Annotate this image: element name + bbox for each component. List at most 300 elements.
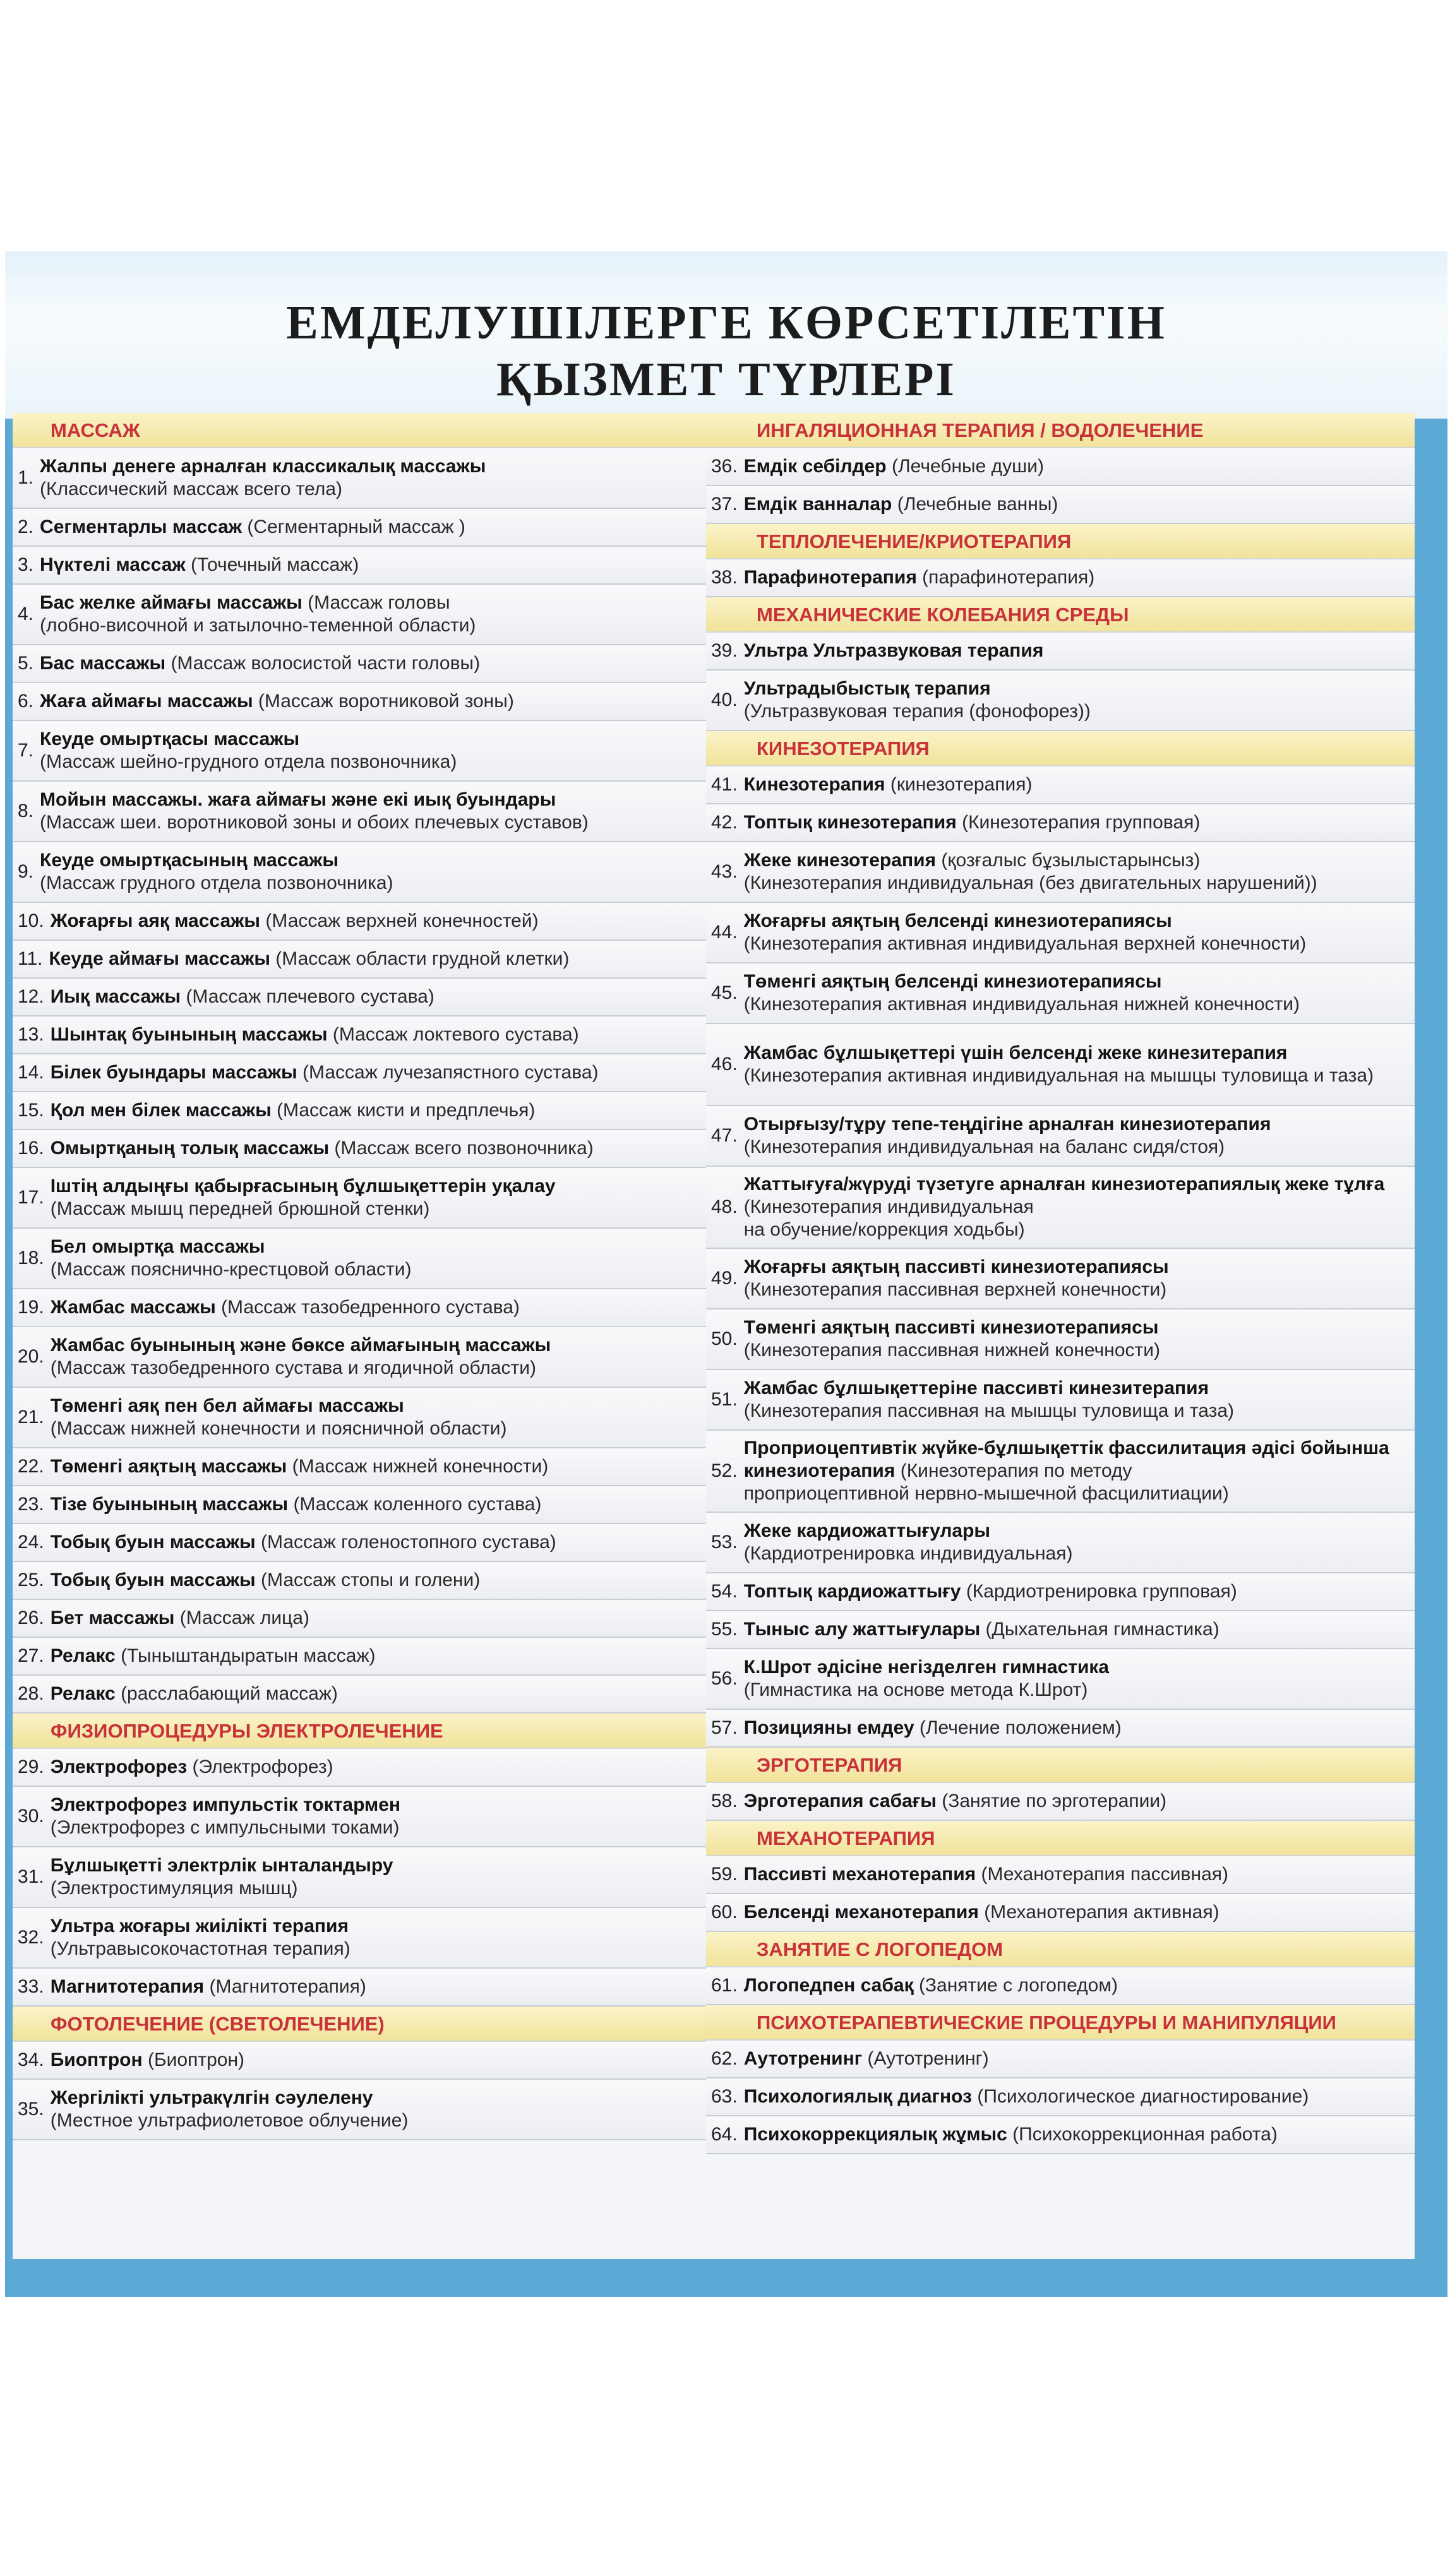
- service-title-kz: Аутотренинг: [743, 2048, 863, 2069]
- section-header: ЗАНЯТИЕ С ЛОГОПЕДОМ: [706, 1932, 1415, 1967]
- service-title-kz: Іштің алдыңғы қабырғасының бұлшықеттерін уқалау: [50, 1176, 556, 1196]
- service-text: [51, 986, 434, 1008]
- service-title-ru: (Массаж всего позвоночника): [334, 1138, 594, 1159]
- service-title-kz: Отырғызу/тұру тепе-теңдігіне арналған кинезиотерапия: [743, 1114, 1271, 1135]
- service-text: [51, 1915, 351, 1960]
- section-header: МЕХАНИЧЕСКИЕ КОЛЕБАНИЯ СРЕДЫ: [706, 597, 1415, 633]
- service-text: [51, 2049, 244, 2072]
- service-title-kz: Төменгі аяқтың пассивті кинезиотерапиясы: [743, 1317, 1159, 1338]
- service-number: 4.: [18, 604, 34, 624]
- service-title-kz: Биоптрон: [50, 2049, 143, 2070]
- service-title-kz: Жаттығуға/жүруді түзетуге арналған кинезиотерапиялық жеке тұлға: [743, 1174, 1385, 1195]
- service-number: 52.: [711, 1460, 738, 1481]
- service-title-ru: (Кардиотренировка групповая): [966, 1581, 1237, 1602]
- service-number: 20.: [18, 1346, 44, 1367]
- service-number: 8.: [18, 801, 34, 821]
- service-number: 32.: [18, 1927, 44, 1948]
- service-subtitle-ru: (лобно-височной и затылочно-теменной области): [40, 615, 476, 636]
- service-number: 16.: [18, 1138, 44, 1159]
- service-title-ru: (Занятие с логопедом): [918, 1975, 1118, 1996]
- service-number: 5.: [18, 653, 34, 674]
- service-text: [51, 1061, 599, 1084]
- service-text: [744, 677, 1091, 723]
- service-title-ru: (Тыныштандыратын массаж): [121, 1645, 376, 1666]
- section-header: ТЕПЛОЛЕЧЕНИЕ/КРИОТЕРАПИЯ: [706, 524, 1415, 559]
- service-title-ru: (Массаж стопы и голени): [261, 1570, 481, 1590]
- service-subtitle-ru: (Массаж грудного отдела позвоночника): [40, 873, 393, 893]
- service-text: [744, 2048, 989, 2070]
- service-subtitle-ru: (Классический массаж всего тела): [40, 479, 342, 499]
- service-item: [706, 1611, 1415, 1649]
- service-text: [40, 849, 393, 895]
- service-number: 42.: [711, 812, 738, 833]
- service-number: 3.: [18, 554, 34, 575]
- service-text: [51, 1607, 309, 1630]
- service-number: 31.: [18, 1866, 44, 1887]
- service-item: [13, 1229, 723, 1289]
- service-text: [744, 849, 1317, 895]
- service-title-ru: (кинезотерапия): [890, 774, 1033, 795]
- service-item: [13, 1638, 723, 1676]
- service-title-ru: (парафинотерапия): [922, 567, 1095, 588]
- service-number: 19.: [18, 1297, 44, 1318]
- service-text: [51, 1683, 338, 1705]
- service-subtitle-ru: (Массаж пояснично-крестцовой области): [50, 1259, 412, 1280]
- service-item: [13, 1092, 723, 1130]
- service-item: [706, 1167, 1415, 1249]
- service-number: 14.: [18, 1062, 44, 1083]
- service-title-kz: Шынтақ буынының массажы: [50, 1024, 328, 1045]
- service-item: [706, 671, 1415, 731]
- service-title-kz: Релакс: [50, 1645, 116, 1666]
- service-text: [744, 2123, 1278, 2146]
- service-title-kz: Жаға аймағы массажы: [40, 691, 253, 712]
- service-title-kz: Эрготерапия сабағы: [743, 1791, 937, 1811]
- service-item: [13, 1017, 723, 1054]
- title-panel: [5, 251, 1447, 419]
- service-subtitle-ru: (Кинезотерапия пассивная на мышцы туловища и таза): [743, 1400, 1235, 1421]
- service-item: [706, 1513, 1415, 1573]
- service-item: [706, 2078, 1415, 2116]
- service-title-kz: Жамбас бұлшықеттері үшін белсенді жеке кинезитерапия: [743, 1042, 1288, 1063]
- service-text: [51, 1137, 594, 1160]
- service-number: 44.: [711, 922, 738, 943]
- section-header: ПСИХОТЕРАПЕВТИЧЕСКИЕ ПРОЦЕДУРЫ И МАНИПУЛЯЦИИ: [706, 2005, 1415, 2041]
- service-title-ru: (Механотерапия пассивная): [981, 1864, 1228, 1885]
- service-text: [744, 493, 1058, 516]
- service-title-kz: Жамбас буынының және бөксе аймағының массажы: [50, 1335, 551, 1356]
- services-column-left: [13, 413, 723, 2259]
- service-text: [40, 554, 359, 576]
- service-text: [744, 1656, 1109, 1702]
- service-title-kz: Жалпы денеге арналған классикалық массажы: [40, 456, 486, 477]
- section-header: ФИЗИОПРОЦЕДУРЫ ЭЛЕКТРОЛЕЧЕНИЕ: [13, 1714, 723, 1749]
- service-title-kz: Бет массажы: [50, 1607, 175, 1628]
- service-title-ru: (Сегментарный массаж ): [247, 516, 465, 537]
- service-title-ru: (Психокоррекционная работа): [1012, 2124, 1278, 2145]
- service-text: [40, 516, 465, 539]
- service-number: 54.: [711, 1581, 738, 1602]
- service-title-kz: Төменгі аяқтың белсенді кинезиотерапиясы: [743, 971, 1162, 992]
- service-title-kz: Білек буындары массажы: [50, 1062, 297, 1083]
- service-item: [706, 1024, 1415, 1106]
- service-subtitle-ru: (Кинезотерапия пассивная верхней конечности): [743, 1279, 1167, 1300]
- service-subtitle-ru: (Массаж тазобедренного сустава и ягодичной области): [50, 1357, 536, 1378]
- service-text: [744, 1580, 1237, 1603]
- service-number: 9.: [18, 861, 34, 882]
- service-number: 39.: [711, 640, 738, 661]
- service-item: [706, 842, 1415, 903]
- service-title-ru: (Занятие по эрготерапии): [942, 1791, 1167, 1811]
- service-text: [744, 1863, 1228, 1886]
- service-title-kz: Белсенді механотерапия: [743, 1902, 979, 1923]
- service-title-kz: Ультра Ультразвуковая терапия: [743, 640, 1044, 661]
- service-number: 22.: [18, 1456, 44, 1477]
- section-header: МЕХАНОТЕРАПИЯ: [706, 1821, 1415, 1856]
- service-number: 30.: [18, 1806, 44, 1827]
- service-item: [13, 941, 723, 979]
- service-title-ru: (Биоптрон): [147, 2049, 245, 2070]
- service-title-kz: Психологиялық диагноз: [743, 2086, 973, 2107]
- service-number: 40.: [711, 689, 738, 710]
- service-text: [744, 1717, 1122, 1739]
- service-subtitle-ru: (Кинезотерапия пассивная нижней конечности): [743, 1340, 1160, 1361]
- service-text: [40, 592, 476, 637]
- service-item: [13, 1600, 723, 1638]
- service-text: [40, 690, 514, 713]
- service-number: 51.: [711, 1389, 738, 1410]
- service-text: [51, 1756, 333, 1779]
- service-title-kz: Кеуде аймағы массажы: [49, 948, 270, 969]
- service-item: [13, 448, 723, 509]
- service-title-kz: Магнитотерапия: [50, 1976, 205, 1997]
- service-subtitle-ru: (Массаж мышц передней брюшной стенки): [50, 1198, 430, 1219]
- service-text: [51, 1334, 551, 1380]
- section-header: ЭРГОТЕРАПИЯ: [706, 1748, 1415, 1783]
- service-number: 56.: [711, 1668, 738, 1689]
- service-number: 12.: [18, 986, 44, 1007]
- service-text: [51, 1569, 481, 1592]
- service-title-kz: Емдік себілдер: [743, 456, 887, 477]
- service-text: [51, 2087, 409, 2132]
- service-number: 60.: [711, 1902, 738, 1923]
- service-title-kz: Емдік ванналар: [743, 494, 892, 515]
- service-text: [744, 1042, 1374, 1087]
- service-subtitle-ru: (Массаж нижней конечности и поясничной области): [50, 1418, 507, 1439]
- service-title-kz: Проприоцептивтік жүйке-бұлшықеттік фассилитация әдісі бойынша кинезиотерапия: [743, 1438, 1389, 1481]
- services-column-right: [706, 413, 1415, 2259]
- service-title-kz: Электрофорез: [50, 1756, 188, 1777]
- service-number: 10.: [18, 910, 44, 931]
- service-text: [51, 1236, 412, 1281]
- service-subtitle-ru: (Массаж шейно-грудного отдела позвоночника): [40, 751, 457, 772]
- service-text: [744, 1974, 1118, 1997]
- service-number: 36.: [711, 456, 738, 477]
- service-title-ru: (Массаж воротниковой зоны): [258, 691, 514, 712]
- poster-title-line-2: ҚЫЗМЕТ ТҮРЛЕРІ: [496, 353, 956, 406]
- service-item: [13, 1524, 723, 1562]
- service-title-kz: Ультра жоғары жиілікті терапия: [50, 1916, 349, 1936]
- service-number: 1.: [18, 467, 34, 488]
- service-item: [13, 547, 723, 585]
- service-title-kz: Жоғарғы аяқтың пассивті кинезиотерапиясы: [743, 1256, 1169, 1277]
- service-title-kz: Топтық кардиожаттығу: [743, 1581, 961, 1602]
- service-title-kz: Кеуде омыртқасы массажы: [40, 729, 300, 749]
- service-text: [51, 1023, 579, 1046]
- service-text: [744, 773, 1033, 796]
- service-title-kz: Жамбас бұлшықеттеріне пассивті кинезитерапия: [743, 1378, 1209, 1398]
- service-text: [51, 1395, 507, 1440]
- service-subtitle-ru: (Электростимуляция мышц): [50, 1878, 298, 1899]
- service-item: [13, 979, 723, 1017]
- service-number: 61.: [711, 1975, 738, 1996]
- service-text: [744, 811, 1201, 834]
- section-header: КИНЕЗОТЕРАПИЯ: [706, 731, 1415, 766]
- service-item: [13, 1787, 723, 1847]
- service-title-kz: Тобық буын массажы: [50, 1532, 256, 1553]
- service-subtitle-ru: (Гимнастика на основе метода К.Шрот): [743, 1679, 1088, 1700]
- service-item: [13, 721, 723, 782]
- service-item: [13, 1327, 723, 1388]
- service-title-kz: Омыртқаның толық массажы: [50, 1138, 330, 1159]
- service-title-ru: (қозғалыс бұзылыстарынсыз): [941, 850, 1201, 871]
- service-number: 58.: [711, 1791, 738, 1811]
- service-title-ru: (расслабающий массаж): [121, 1683, 338, 1704]
- service-item: [706, 766, 1415, 804]
- service-item: [706, 1431, 1415, 1513]
- service-text: [51, 1794, 400, 1839]
- service-text: [744, 1618, 1219, 1641]
- service-number: 26.: [18, 1607, 44, 1628]
- service-item: [13, 842, 723, 903]
- service-number: 49.: [711, 1268, 738, 1289]
- service-number: 13.: [18, 1024, 44, 1045]
- service-title-kz: Нүктелі массаж: [40, 554, 186, 575]
- service-text: [744, 1901, 1219, 1924]
- service-number: 33.: [18, 1976, 44, 1997]
- service-title-kz: Бел омыртқа массажы: [50, 1236, 265, 1257]
- service-text: [744, 2085, 1309, 2108]
- service-number: 55.: [711, 1619, 738, 1640]
- service-number: 45.: [711, 982, 738, 1003]
- service-text: [744, 1173, 1408, 1241]
- service-number: 29.: [18, 1756, 44, 1777]
- service-subtitle-ru: (Кинезотерапия индивидуальная на баланс сидя/стоя): [743, 1136, 1225, 1157]
- service-item: [13, 1486, 723, 1524]
- service-number: 15.: [18, 1100, 44, 1121]
- service-number: 43.: [711, 861, 738, 882]
- service-title-ru: (Массаж локтевого сустава): [332, 1024, 579, 1045]
- service-title-ru: (Массаж области грудной клетки): [275, 948, 570, 969]
- service-title-kz: Топтық кинезотерапия: [743, 812, 957, 833]
- service-title-kz: Парафинотерапия: [743, 567, 917, 588]
- service-text: [744, 1316, 1160, 1362]
- service-title-kz: Релакс: [50, 1683, 116, 1704]
- service-number: 50.: [711, 1328, 738, 1349]
- service-number: 34.: [18, 2049, 44, 2070]
- service-title-ru: (Магнитотерапия): [209, 1976, 366, 1997]
- service-number: 28.: [18, 1683, 44, 1704]
- service-text: [51, 1531, 556, 1554]
- service-item: [706, 2116, 1415, 2154]
- service-title-kz: Иық массажы: [50, 986, 181, 1007]
- service-item: [706, 963, 1415, 1024]
- service-number: 57.: [711, 1717, 738, 1738]
- service-title-ru: (Массаж лучезапястного сустава): [303, 1062, 599, 1083]
- service-title-ru: (Электрофорез): [192, 1756, 333, 1777]
- service-title-ru: (Точечный массаж): [191, 554, 359, 575]
- service-item: [706, 804, 1415, 842]
- service-title-kz: Ультрадыбыстық терапия: [743, 678, 991, 699]
- service-title-ru: (Массаж верхней конечностей): [265, 910, 539, 931]
- service-title-kz: Тобық буын массажы: [50, 1570, 256, 1590]
- service-title-ru: (Лечебные души): [891, 456, 1044, 477]
- service-item: [13, 903, 723, 941]
- service-text: [51, 1175, 556, 1220]
- service-subtitle-ru: (Кинезотерапия активная индивидуальная на мышцы туловища и таза): [743, 1065, 1374, 1086]
- service-subtitle-ru: (Кардиотренировка индивидуальная): [743, 1543, 1073, 1564]
- service-number: 41.: [711, 774, 738, 795]
- service-title-kz: Психокоррекциялық жұмыс: [743, 2124, 1007, 2145]
- service-title-ru: (Дыхательная гимнастика): [985, 1619, 1219, 1640]
- service-number: 23.: [18, 1494, 44, 1515]
- service-item: [13, 1289, 723, 1327]
- service-subtitle-ru: (Кинезотерапия активная индивидуальная нижней конечности): [743, 994, 1300, 1015]
- service-text: [51, 1645, 376, 1667]
- service-number: 2.: [18, 516, 34, 537]
- service-number: 21.: [18, 1407, 44, 1428]
- service-item: [706, 633, 1415, 671]
- service-number: 38.: [711, 567, 738, 588]
- service-number: 47.: [711, 1125, 738, 1146]
- service-item: [13, 1969, 723, 2007]
- service-title-ru: (Массаж головы: [308, 592, 450, 613]
- service-title-kz: Төменгі аяқ пен бел аймағы массажы: [50, 1395, 404, 1416]
- service-number: 18.: [18, 1248, 44, 1268]
- service-title-kz: Логопедпен сабақ: [743, 1975, 914, 1996]
- service-title-kz: К.Шрот әдісіне негізделген гимнастика: [743, 1657, 1110, 1678]
- service-item: [13, 1562, 723, 1600]
- service-item: [706, 1106, 1415, 1167]
- service-item: [706, 1370, 1415, 1431]
- poster-title-line-1: ЕМДЕЛУШІЛЕРГЕ КӨРСЕТІЛЕТІН: [286, 296, 1166, 349]
- service-number: 24.: [18, 1532, 44, 1553]
- service-title-kz: Жоғарғы аяқ массажы: [50, 910, 261, 931]
- service-text: [49, 948, 569, 970]
- service-title-kz: Жеке кардиожаттығулары: [743, 1520, 991, 1541]
- service-text: [744, 1113, 1271, 1159]
- service-title-kz: Бас массажы: [40, 653, 166, 674]
- section-header: ФОТОЛЕЧЕНИЕ (СВЕТОЛЕЧЕНИЕ): [13, 2007, 723, 2042]
- service-subtitle-ru: (Кинезотерапия индивидуальная (без двигательных нарушений)): [743, 873, 1317, 893]
- service-title-ru: (Кинезотерапия по методу: [900, 1460, 1132, 1481]
- service-title-ru: (Массаж кисти и предплечья): [277, 1100, 536, 1121]
- service-title-ru: (Массаж лица): [179, 1607, 309, 1628]
- service-item: [706, 2041, 1415, 2078]
- service-text: [40, 652, 480, 675]
- service-title-ru: (Массаж плечевого сустава): [186, 986, 434, 1007]
- service-title-kz: Бұлшықетті электрлік ынталандыру: [50, 1855, 393, 1876]
- service-title-kz: Жеке кинезотерапия: [743, 850, 937, 871]
- service-number: 63.: [711, 2086, 738, 2107]
- service-number: 62.: [711, 2048, 738, 2069]
- service-item: [13, 2042, 723, 2080]
- service-item: [706, 1967, 1415, 2005]
- service-text: [744, 1790, 1166, 1813]
- service-title-ru: (Механотерапия активная): [984, 1902, 1219, 1923]
- service-title-ru: (Кинезотерапия индивидуальная: [743, 1196, 1034, 1217]
- service-item: [706, 559, 1415, 597]
- service-subtitle-ru: (Электрофорез с импульсными токами): [50, 1817, 400, 1838]
- service-number: 6.: [18, 691, 34, 712]
- service-title-ru: (Массаж волосистой части головы): [171, 653, 481, 674]
- service-item: [13, 1847, 723, 1908]
- service-text: [51, 1854, 393, 1900]
- service-item: [13, 585, 723, 645]
- service-item: [13, 1448, 723, 1486]
- section-header: МАССАЖ: [13, 413, 723, 448]
- service-number: 17.: [18, 1187, 44, 1208]
- service-title-kz: Позицияны емдеу: [743, 1717, 914, 1738]
- service-text: [744, 1377, 1234, 1422]
- service-item: [13, 1388, 723, 1448]
- service-text: [51, 910, 539, 933]
- service-item: [13, 1054, 723, 1092]
- service-title-ru: (Кинезотерапия групповая): [962, 812, 1201, 833]
- service-number: 25.: [18, 1570, 44, 1590]
- service-number: 46.: [711, 1054, 738, 1075]
- service-title-kz: Қол мен білек массажы: [50, 1100, 272, 1121]
- service-subtitle-ru: (Массаж шеи. воротниковой зоны и обоих плечевых суставов): [40, 812, 589, 833]
- service-item: [13, 1168, 723, 1229]
- service-item: [13, 1749, 723, 1787]
- service-text: [744, 1520, 1073, 1565]
- service-text: [744, 640, 1044, 662]
- service-item: [706, 1649, 1415, 1710]
- services-poster: [5, 251, 1447, 2297]
- service-text: [51, 1455, 549, 1478]
- service-number: 37.: [711, 494, 738, 515]
- service-item: [13, 509, 723, 547]
- service-title-kz: Электрофорез импульстік токтармен: [50, 1794, 401, 1815]
- service-text: [40, 728, 457, 773]
- service-item: [13, 683, 723, 721]
- service-title-ru: (Психологическое диагностирование): [977, 2086, 1309, 2107]
- service-title-kz: Жамбас массажы: [50, 1297, 216, 1318]
- section-header: ИНГАЛЯЦИОННАЯ ТЕРАПИЯ / ВОДОЛЕЧЕНИЕ: [706, 413, 1415, 448]
- service-text: [51, 1976, 366, 1998]
- service-item: [13, 1908, 723, 1969]
- service-number: 11.: [18, 948, 43, 969]
- service-title-kz: Тыныс алу жаттығулары: [743, 1619, 981, 1640]
- service-text: [40, 455, 486, 501]
- service-title-kz: Пассивті механотерапия: [743, 1864, 976, 1885]
- service-subtitle-ru: (Местное ультрафиолетовое облучение): [50, 2110, 409, 2131]
- service-item: [13, 782, 723, 842]
- service-item: [706, 1249, 1415, 1309]
- service-text: [744, 1437, 1408, 1505]
- service-title-kz: Жергілікті ультракүлгін сәулелену: [50, 2087, 373, 2108]
- service-title-kz: Сегментарлы массаж: [40, 516, 243, 537]
- service-text: [744, 970, 1300, 1016]
- service-number: 64.: [711, 2124, 738, 2145]
- service-title-kz: Кинезотерапия: [743, 774, 885, 795]
- service-item: [706, 1894, 1415, 1932]
- service-title-kz: Жоғарғы аяқтың белсенді кинезиотерапиясы: [743, 910, 1172, 931]
- service-text: [744, 910, 1307, 955]
- service-title-ru: (Массаж тазобедренного сустава): [221, 1297, 520, 1318]
- service-item: [706, 1710, 1415, 1748]
